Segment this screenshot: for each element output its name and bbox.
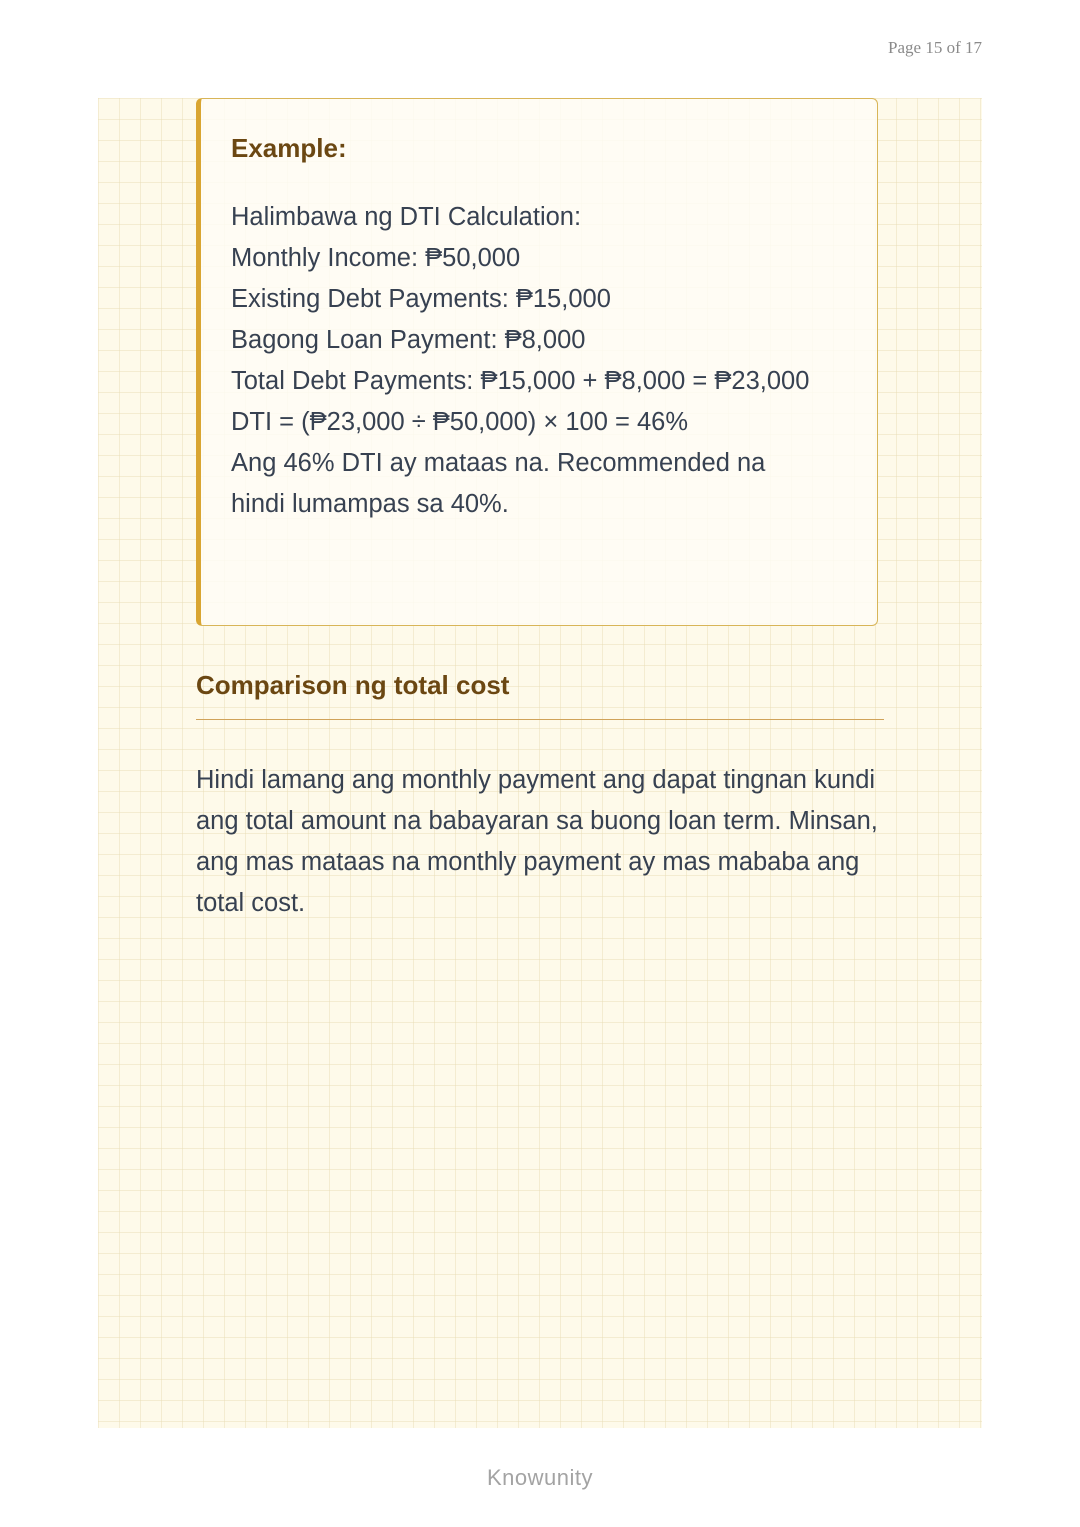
example-line: DTI = (₱23,000 ÷ ₱50,000) × 100 = 46% [231, 408, 688, 436]
example-line: Halimbawa ng DTI Calculation: [231, 203, 582, 231]
grid-paper [98, 98, 982, 1428]
example-line: Bagong Loan Payment: ₱8,000 [231, 326, 586, 354]
example-line: Existing Debt Payments: ₱15,000 [231, 285, 611, 313]
calculation-block [231, 361, 809, 443]
section-divider [196, 719, 884, 720]
page-number: Page 15 of 17 [888, 38, 982, 57]
example-line: Total Debt Payments: ₱15,000 + ₱8,000 = ₱23,000 [231, 367, 810, 395]
example-line: hindi lumampas sa 40%. [231, 490, 509, 518]
example-line: Ang 46% DTI ay mataas na. Recommended na [231, 449, 766, 477]
section-heading: Comparison ng total cost [196, 670, 510, 700]
section-body: Hindi lamang ang monthly payment ang dapat tingnan kundi ang total amount na babayaran sa buong loan term. Minsan, ang mas mataas na monthly payment ay mas mababa ang total cost. [196, 766, 878, 917]
example-callout [196, 98, 878, 626]
example-line: Monthly Income: ₱50,000 [231, 244, 521, 272]
example-content [231, 197, 809, 525]
footer-brand: Knowunity [486, 1465, 593, 1490]
conclusion-block [231, 443, 809, 525]
example-title: Example: [231, 133, 347, 163]
